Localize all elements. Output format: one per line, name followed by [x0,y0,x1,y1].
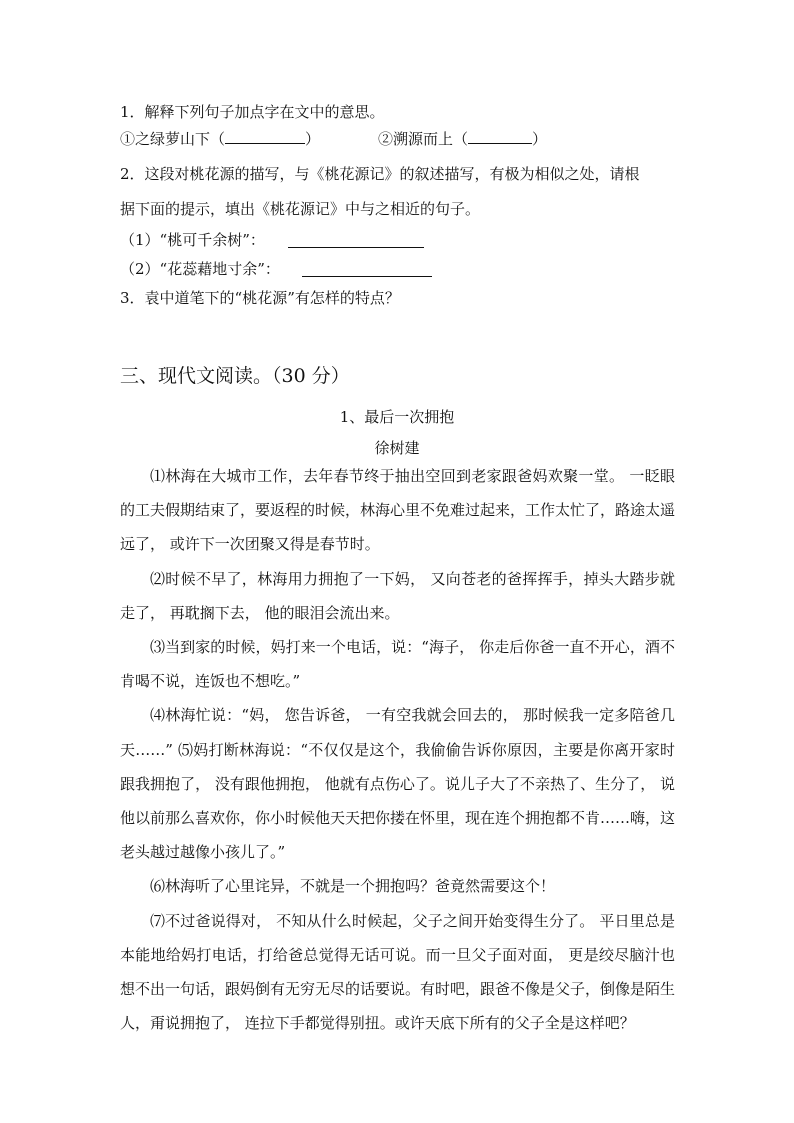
q3-prompt: 3．袁中道笔下的“桃花源”有怎样的特点？ [120,289,400,307]
section-heading: 三、现代文阅读。（30 分） [120,365,350,387]
q1-item-a-text: ①之绿萝山下（ [120,130,226,148]
q1-item-a [120,128,320,149]
q1-item-b-text: ②溯源而上（ [378,130,469,148]
q1-answer-blank-a[interactable] [225,128,305,144]
q2-answer-blank-2[interactable] [302,261,432,277]
q2-item-2-text: （2）“花蕊藉地寸余”： [120,260,280,278]
q2-item-1 [120,230,265,250]
q2-item-1-text: （1）“桃可千余树”： [120,231,265,249]
q2-line-2: 据下面的提示，填出《桃花源记》中与之相近的句子。 [120,200,481,218]
article-title: 1、最后一次拥抱 [339,408,455,426]
q2-item-2 [120,259,280,279]
paragraph-6: ⑺不过爸说得对， 不知从什么时候起，父子之间开始变得生分了。 平日里总是本能地给妈打电话，打给爸总觉得无话可说。而一旦父子面对面， 更是绞尽脑汁也想不出一句话，跟妈倒有无穷无尽的话要说。有时吧，跟爸不像是父子，倒像是陌生人，甭说拥抱了， 连拉下手都觉得别扭。或许天底下所有的父子全是这样吧？ [120,911,676,1033]
q1-answer-blank-b[interactable] [468,128,532,144]
paragraph-3: ⑶当到家的时候，妈打来一个电话，说：“海子， 你走后你爸一直不开心，酒不肯喝不说，连饭也不想吃。” [120,638,675,691]
paragraph-1: ⑴林海在大城市工作，去年春节终于抽出空回到老家跟爸妈欢聚一堂。 一眨眼的工夫假期结束了，要返程的时候，林海心里不免难过起来，工作太忙了，路途太遥远了， 或许下一次团聚又得是春节时。 [120,467,676,554]
paragraph-4: ⑷林海忙说：“妈， 您告诉爸， 一有空我就会回去的， 那时候我一定多陪爸几天……” ⑸妈打断林海说：“不仅仅是这个，我偷偷告诉你原因，主要是你离开家时跟我拥抱了， 没有跟他拥抱， 他就有点伤心了。说儿子大了不亲热了、生分了， 说他以前那么喜欢你，你小时候他天天把你搂在怀里，现在连个拥抱都不肯……嗨，这老头越过越像小孩儿了。” [120,706,676,862]
q2-answer-blank-1[interactable] [288,232,424,248]
article-author: 徐树建 [374,439,420,457]
q1-prompt: 1．解释下列句子加点字在文中的意思。 [120,103,385,121]
q2-line-1: 2．这段对桃花源的描写，与《桃花源记》的叙述描写，有极为相似之处，请根 [120,165,640,183]
paragraph-2: ⑵时候不早了，林海用力拥抱了一下妈， 又向苍老的爸挥挥手，掉头大踏步就走了， 再耽搁下去， 他的眼泪会流出来。 [120,569,675,622]
q1-item-b [378,128,547,149]
article-body [120,459,675,1040]
q1-item-a-close: ） [305,130,321,148]
paragraph-5: ⑹林海听了心里诧异，不就是一个拥抱吗？爸竟然需要这个！ [150,877,556,896]
q1-item-b-close: ） [532,130,548,148]
